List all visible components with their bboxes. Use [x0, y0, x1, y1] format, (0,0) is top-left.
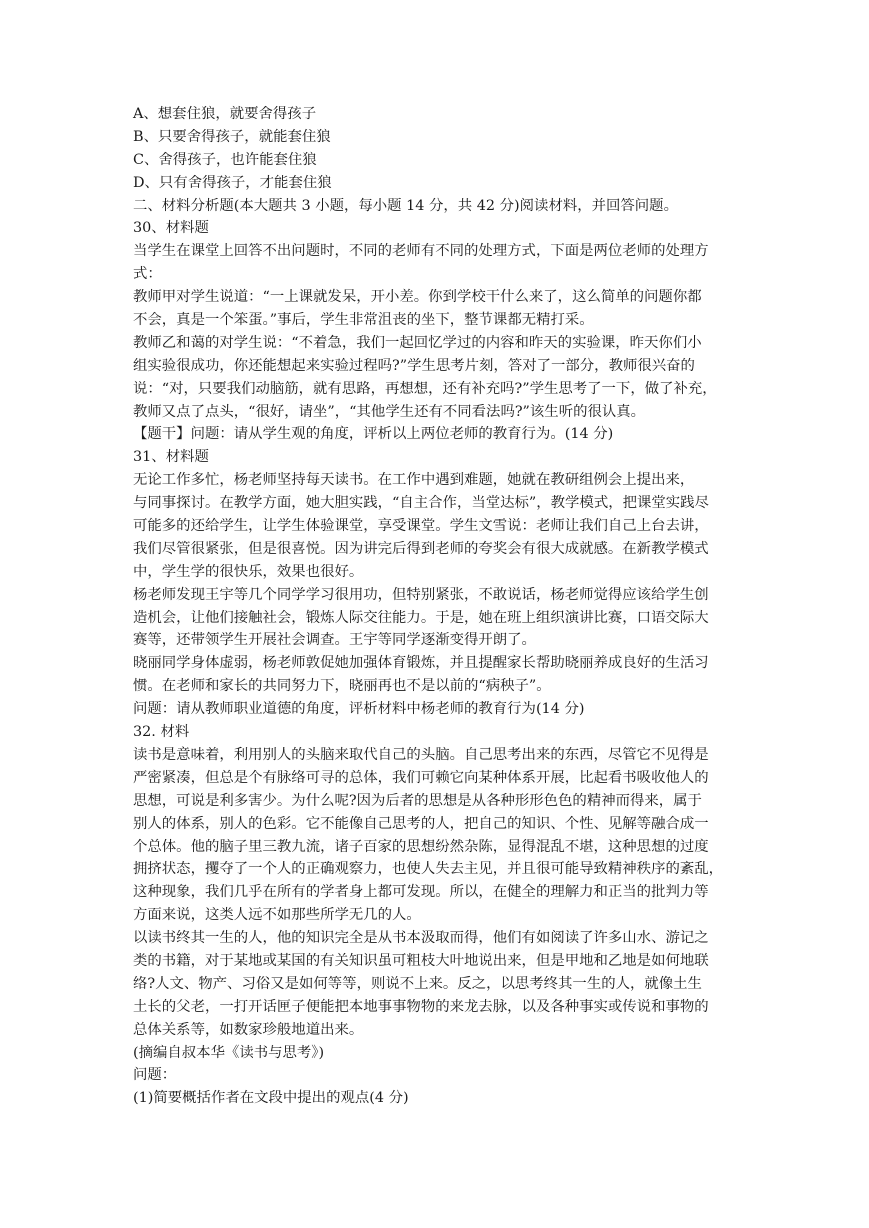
- question-label: 问题：: [133, 1067, 177, 1084]
- text-line: 个总体。他的脑子里三教九流，诸子百家的思想纷然杂陈，显得混乱不堪，这种思想的过度: [133, 838, 709, 855]
- question-30-title: 30、材料题: [133, 220, 209, 237]
- text-line: 中，学生学的很快乐，效果也很好。: [133, 563, 364, 580]
- question-32-title: 32. 材料: [133, 724, 190, 741]
- text-line: 总体关系等，如数家珍般地道出来。: [133, 1021, 364, 1038]
- question-32-prompt-1: (1)简要概括作者在文段中提出的观点(4 分): [133, 1090, 409, 1107]
- text-line: 读书是意味着，利用别人的头脑来取代自己的头脑。自己思考出来的东西，尽管它不见得是: [133, 746, 709, 763]
- text-line: 惯。在老师和家长的共同努力下，晓丽再也不是以前的“病秧子”。: [133, 678, 551, 695]
- option-d: D、只有舍得孩子，才能套住狼: [133, 174, 332, 191]
- text-line: 教师乙和蔼的对学生说：“不着急，我们一起回忆学过的内容和昨天的实验课，昨天你们小: [133, 334, 702, 351]
- question-31-prompt: 问题：请从教师职业道德的角度，评析材料中杨老师的教育行为(14 分): [133, 701, 585, 718]
- text-line: 杨老师发现王宇等几个同学学习很用功，但特别紧张，不敢说话，杨老师觉得应该给学生创: [133, 586, 709, 603]
- text-line: 思想，可说是利多害少。为什么呢?因为后者的思想是从各种形形色色的精神而得来，属于: [133, 792, 702, 809]
- text-line: 与同事探讨。在教学方面，她大胆实践，“自主合作，当堂达标”，教学模式，把课堂实践尽: [133, 495, 709, 512]
- text-line: 无论工作多忙，杨老师坚持每天读书。在工作中遇到难题，她就在教研组例会上提出来，: [133, 472, 695, 489]
- text-line: 式：: [133, 266, 162, 283]
- text-line: 说：“对，只要我们动脑筋，就有思路，再想想，还有补充吗?”学生思考了一下，做了补充，: [133, 380, 717, 397]
- text-line: 这种现象，我们几乎在所有的学者身上都可发现。所以，在健全的理解力和正当的批判力等: [133, 884, 709, 901]
- text-line: 教师又点了点头，“很好，请坐”，“其他学生还有不同看法吗?”该生听的很认真。: [133, 403, 646, 420]
- text-line: 组实验很成功，你还能想起来实验过程吗?”学生思考片刻，答对了一部分，教师很兴奋的: [133, 357, 695, 374]
- text-line: 赛等，还带领学生开展社会调查。王宇等同学逐渐变得开朗了。: [133, 632, 536, 649]
- text-line: 可能多的还给学生，让学生体验课堂，享受课堂。学生文雪说：老师让我们自己上台去讲，: [133, 518, 709, 535]
- question-31-title: 31、材料题: [133, 449, 209, 466]
- text-line: 晓丽同学身体虚弱，杨老师敦促她加强体育锻炼，并且提醒家长帮助晓丽养成良好的生活习: [133, 655, 709, 672]
- text-line: 不会，真是一个笨蛋。”事后，学生非常沮丧的坐下，整节课都无精打采。: [133, 312, 594, 329]
- text-line: 别人的体系，别人的色彩。它不能像自己思考的人，把自己的知识、个性、见解等融合成一: [133, 815, 709, 832]
- text-line: 教师甲对学生说道：“一上课就发呆，开小差。你到学校干什么来了，这么简单的问题你都: [133, 289, 702, 306]
- option-c: C、舍得孩子，也许能套住狼: [133, 151, 317, 168]
- text-line: 拥挤状态，攫夺了一个人的正确观察力，也使人失去主见，并且很可能导致精神秩序的紊乱，: [133, 861, 724, 878]
- text-line: 类的书籍，对于某地或某国的有关知识虽可粗枝大叶地说出来，但是甲地和乙地是如何地联: [133, 952, 709, 969]
- text-line: 络?人文、物产、习俗又是如何等等，则说不上来。反之，以思考终其一生的人，就像土生: [133, 975, 702, 992]
- question-30-prompt: 【题干】问题：请从学生观的角度，评析以上两位老师的教育行为。(14 分): [133, 426, 614, 443]
- document-body: [133, 103, 745, 1110]
- text-line: 土长的父老，一打开话匣子便能把本地事事物物的来龙去脉，以及各种事实或传说和事物的: [133, 998, 709, 1015]
- option-a: A、想套住狼，就要舍得孩子: [133, 106, 317, 122]
- text-line: 以读书终其一生的人，他的知识完全是从书本汲取而得，他们有如阅读了许多山水、游记之: [133, 930, 709, 947]
- text-line: 方面来说，这类人远不如那些所学无几的人。: [133, 907, 421, 924]
- text-line: 当学生在课堂上回答不出问题时，不同的老师有不同的处理方式，下面是两位老师的处理方: [133, 243, 709, 260]
- option-b: B、只要舍得孩子，就能套住狼: [133, 128, 331, 145]
- text-line: 造机会，让他们接触社会，锻炼人际交往能力。于是，她在班上组织演讲比赛，口语交际大: [133, 609, 709, 626]
- text-line: 严密紧凑，但总是个有脉络可寻的总体，我们可赖它向某种体系开展，比起看书吸收他人的: [133, 769, 709, 786]
- source-citation: (摘编自叔本华《读书与思考》): [133, 1044, 325, 1061]
- section-heading: 二、材料分析题(本大题共 3 小题，每小题 14 分，共 42 分)阅读材料，并回答问题。: [133, 197, 678, 214]
- text-line: 我们尽管很紧张，但是很喜悦。因为讲完后得到老师的夸奖会有很大成就感。在新教学模式: [133, 540, 709, 557]
